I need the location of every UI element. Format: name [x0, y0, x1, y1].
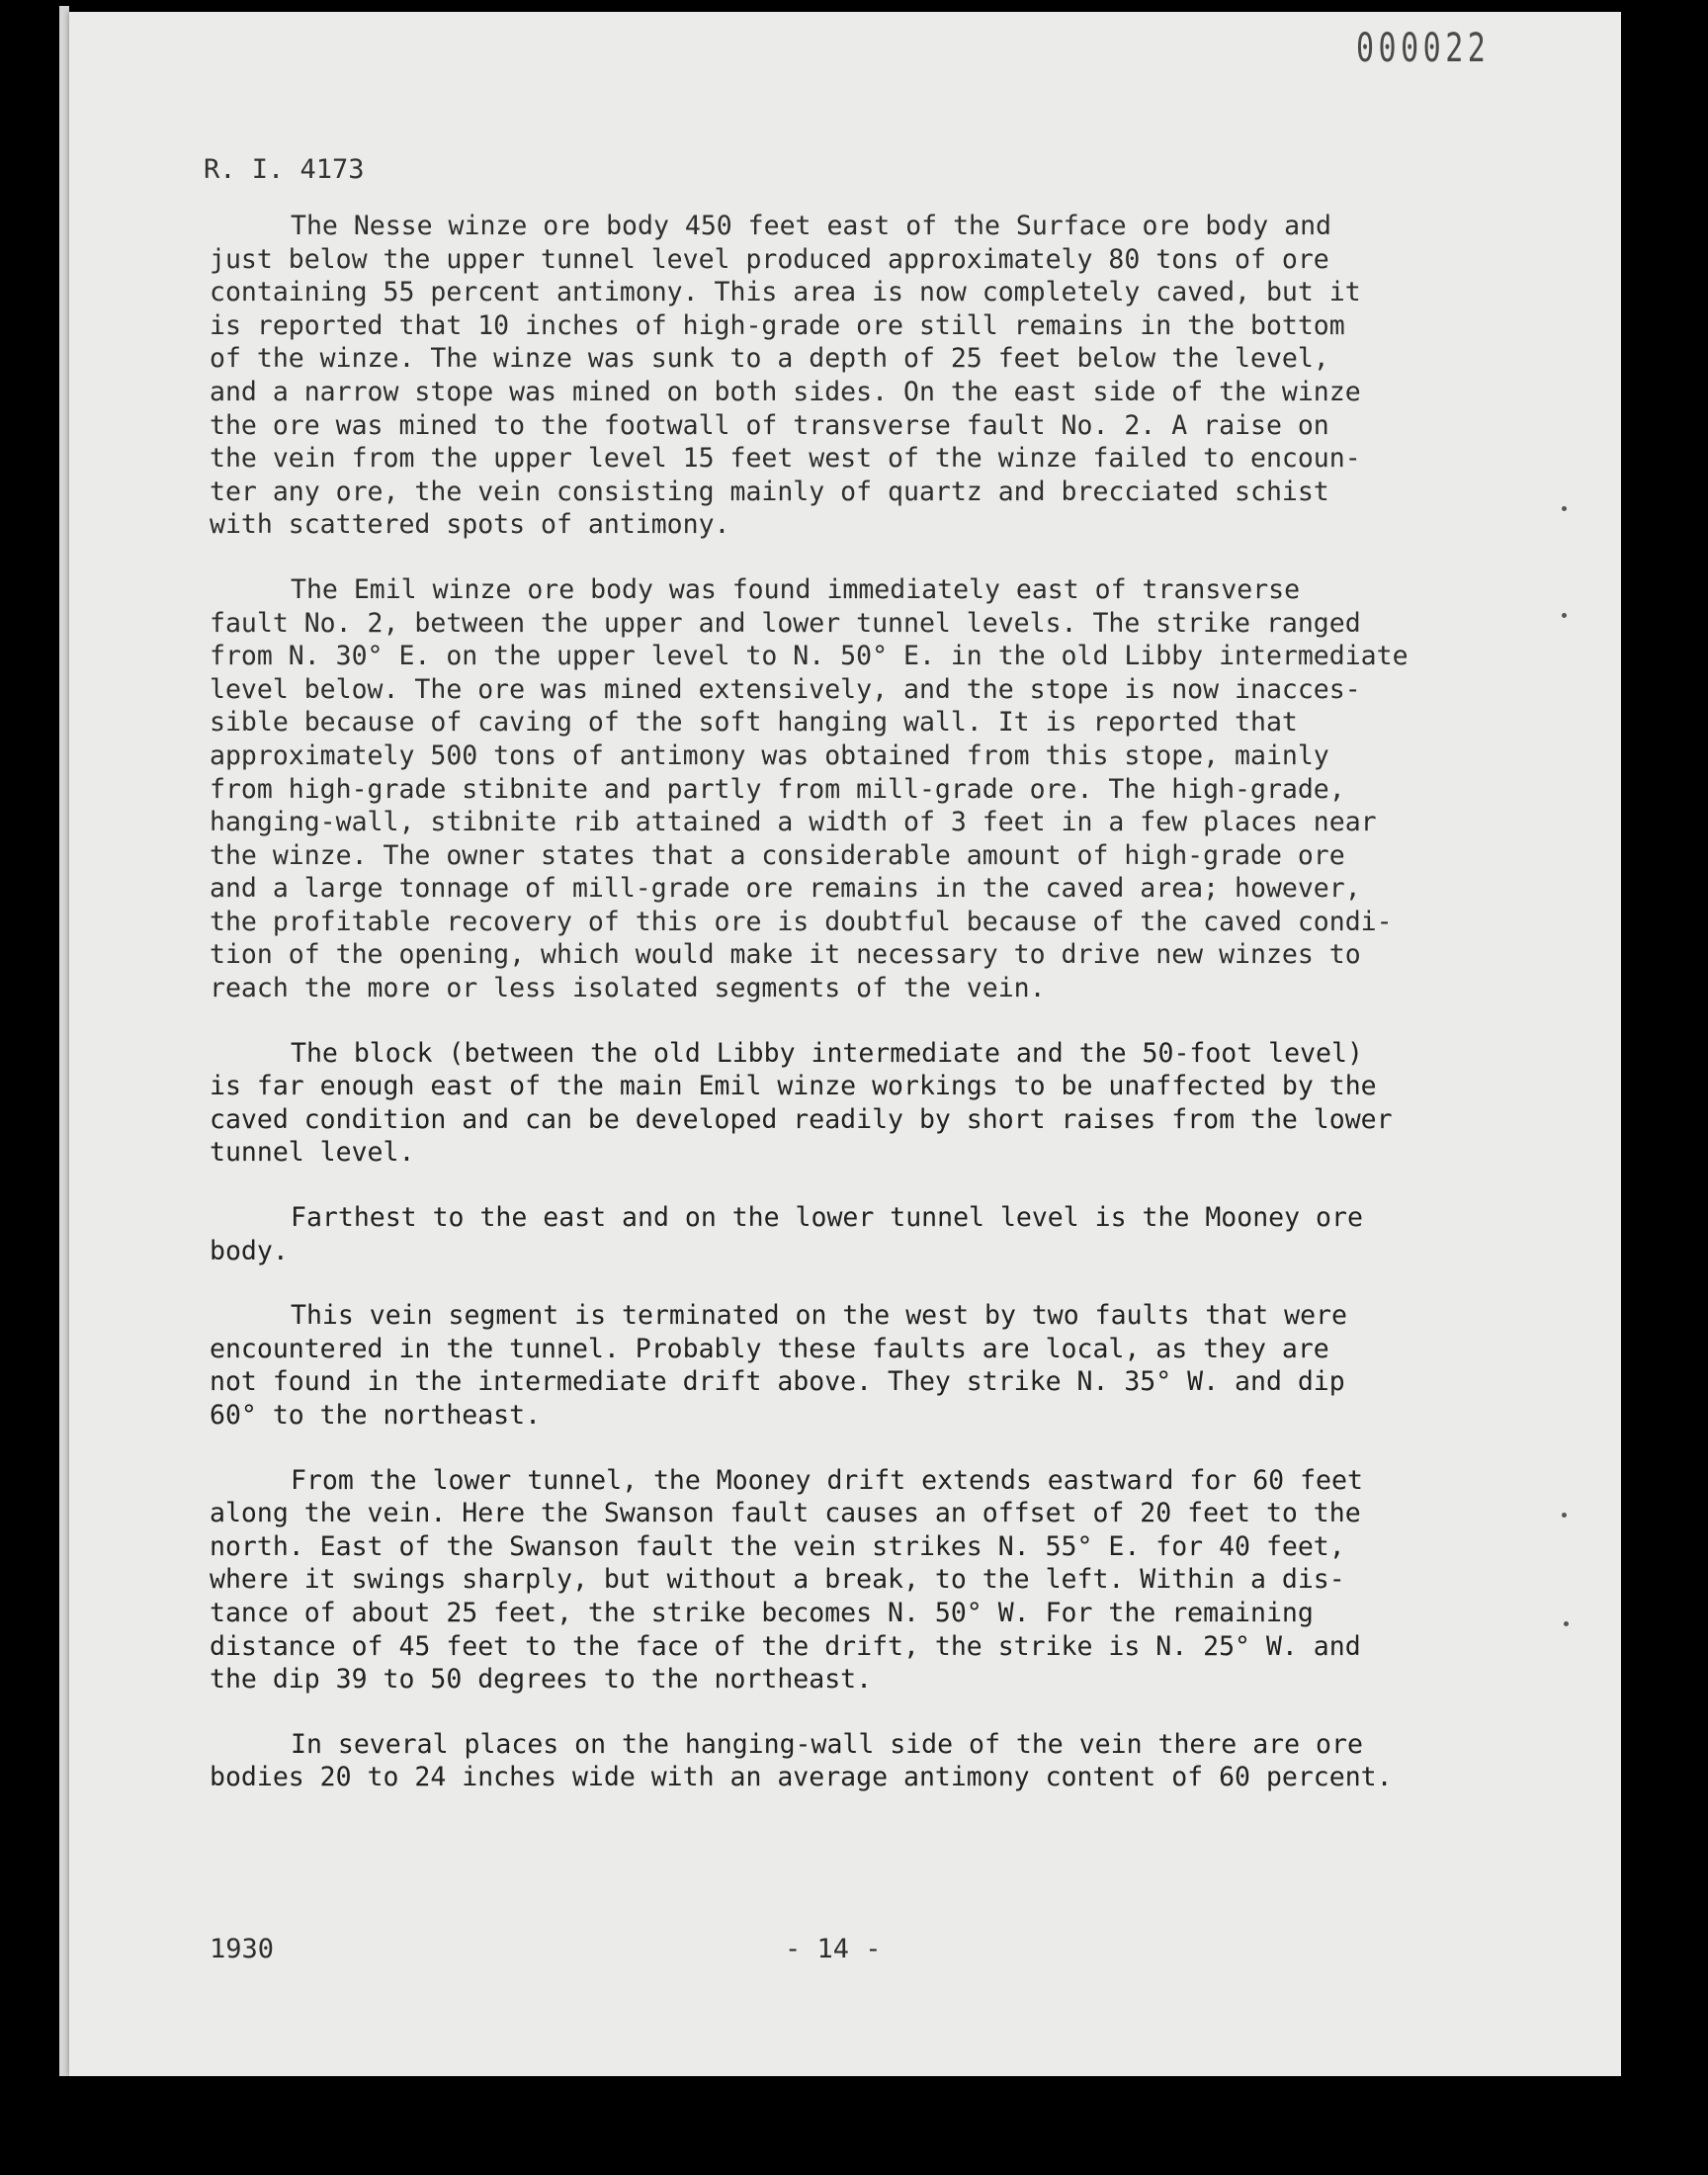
paragraph-ore-bodies: In several places on the hanging-wall side of the vein there are ore bodies 20 to 24 inches wide with an average antimony content of 60 percent. [210, 1728, 1393, 1793]
report-id: R. I. 4173 [204, 154, 365, 185]
page-edge [59, 6, 69, 2076]
page-number: - 14 - [785, 1934, 882, 1964]
paragraph-nesse-winze: The Nesse winze ore body 450 feet east of the Surface ore body and just below the upper tunnel level produced approximately 80 tons of ore containing 55 percent antimony. This area is now completely caved, but it is reported that 10 inches of high-grade ore still remains in the bottom of the winze. The winze was sunk to a depth of 25 feet below the level, and a narrow stope was mined on both sides. On the east side of the winze the ore was mined to the footwall of transverse fault No. 2. A raise on the vein from the upper level 15 feet west of the winze failed to encoun- ter any ore, the vein consisting mainly of quartz and brecciated schist with scattered spots of antimony. [210, 211, 1361, 541]
paragraph-mooney-drift: From the lower tunnel, the Mooney drift extends eastward for 60 feet along the vein. Here the Swanson fault causes an offset of 20 feet to the north. East of the Swanson fault the vein strikes N. 55° E. for 40 feet, where it swings sharply, but without a break, to the left. Within a dis- tance of about 25 feet, the strike becomes N. 50° W. For the remaining distance of 45 feet to the face of the drift, the strike is N. 25° W. and the dip 39 to 50 degrees to the northeast. [210, 1464, 1363, 1696]
paragraph-emil-winze: The Emil winze ore body was found immediately east of transverse fault No. 2, between the upper and lower tunnel levels. The strike ranged from N. 30° E. on the upper level to N. 50° E. in the old Libby intermediate level below. The ore was mined extensively, and the stope is now inacces- sible because of caving of the soft hanging wall. It is reported that approximately 500 tons of antimony was obtained from this stope, mainly from high-grade stibnite and partly from mill-grade ore. The high-grade, hanging-wall, stibnite rib attained a width of 3 feet in a few places near the winze. The owner states that a considerable amount of high-grade ore and a large tonnage of mill-grade ore remains in the caved area; however, the profitable recovery of this ore is doubtful because of the caved condi- tion of the opening, which would make it necessary to drive new winzes to reach the more or less isolated segments of the vein. [210, 573, 1409, 1004]
scan-speck [1562, 613, 1567, 618]
scan-speck [1564, 1621, 1569, 1626]
scanner-bed [0, 2080, 1708, 2175]
scan-speck [1562, 506, 1567, 511]
document-number: 000022 [1356, 26, 1491, 71]
footer-year: 1930 [210, 1934, 275, 1964]
paragraph-vein-segment: This vein segment is terminated on the west by two faults that were encountered in the tunnel. Probably these faults are local, as they are not found in the intermediate drift above. They strike N. 35° W. and dip 60° to the northeast. [210, 1300, 1347, 1431]
paragraph-mooney-intro: Farthest to the east and on the lower tunnel level is the Mooney ore body. [210, 1202, 1363, 1266]
body-text [210, 210, 1494, 1826]
scan-speck [1562, 1513, 1567, 1518]
paragraph-block: The block (between the old Libby intermediate and the 50-foot level) is far enough east of the main Emil winze workings to be unaffected by the caved condition and can be developed readily by short raises from the lower tunnel level. [210, 1037, 1393, 1169]
